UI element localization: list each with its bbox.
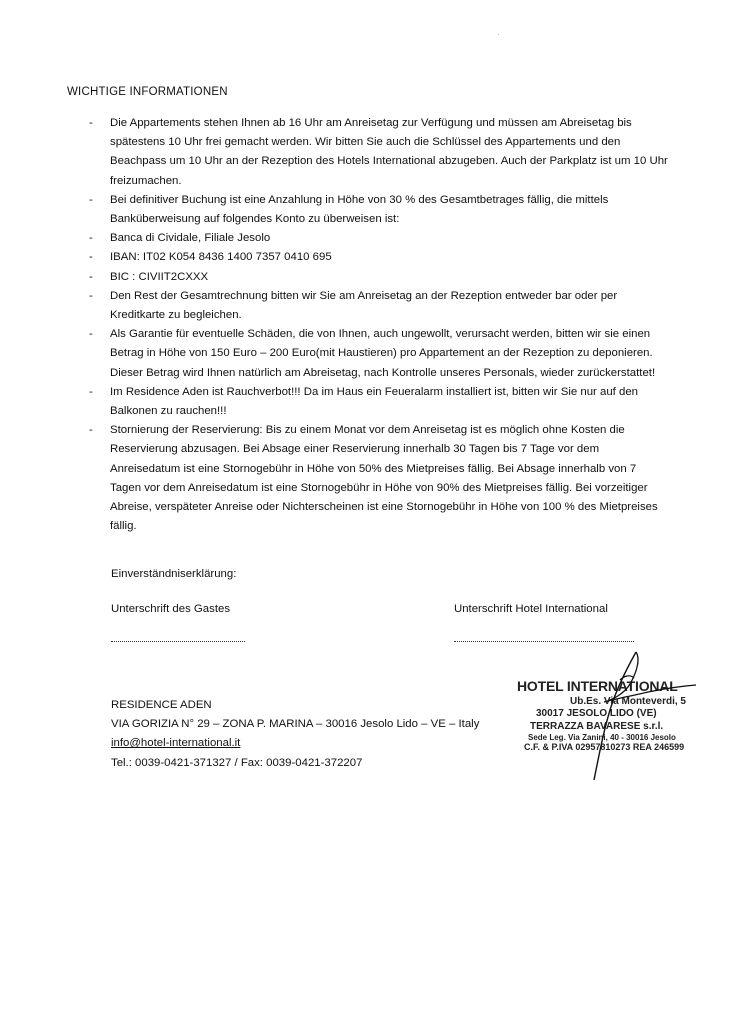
stamp-line: C.F. & P.IVA 02957810273 REA 246599 — [524, 742, 685, 752]
information-list — [89, 114, 669, 536]
item-text-checkin: Die Appartements stehen Ihnen ab 16 Uhr am Anreisetag zur Verfügung und müssen am Abreisetag bis spätestens 10 Uhr frei gemacht werden. Wir bitten Sie auch die Schlüssel des Appartements und den Beachpass um 10 Uhr an der Rezeption des Hotels International abzugeben. Auch der Parkplatz ist um 10 Uhr freizumachen. — [110, 117, 668, 187]
stamp-line: TERRAZZA BAVARESE s.r.l. — [530, 721, 664, 732]
email-link[interactable]: info@hotel-international.it — [111, 737, 241, 750]
page-heading: WICHTIGE INFORMATIONEN — [67, 86, 228, 98]
handwritten-signature — [508, 640, 708, 790]
bullet-dash: - — [89, 117, 93, 129]
list-item — [89, 325, 669, 383]
bullet-dash: - — [89, 193, 93, 206]
item-text-guarantee: Als Garantie für eventuelle Schäden, die von Ihnen, auch ungewollt, verursacht werden, bitten wir sie einen Betrag in Höhe von 150 Euro – 200 Euro(mit Haustieren) pro Appartement an der Rezeption zu deponieren. Dieser Betrag wird Ihnen natürlich am Abreisetag, nach Kontrolle unseres Personals, wieder zurückerstattet! — [110, 328, 656, 379]
list-item — [89, 229, 669, 248]
signature-guest-line — [111, 641, 245, 642]
stamp-title: HOTEL INTERNATIONAL — [517, 678, 678, 694]
bullet-dash: - — [89, 270, 93, 283]
hotel-stamp — [508, 640, 708, 790]
item-text-cancellation: Stornierung der Reservierung: Bis zu einem Monat vor dem Anreisetag ist es möglich ohne Kosten die Reservierung abzusagen. Bei Absage einer Reservierung innerhalb 30 Tagen bis 7 Tage vor dem Anreisedatum ist eine Stornogebühr in Höhe von 50% des Mietpreises fällig. Bei Absage innerhalb von 7 Tagen vor dem Anreisedatum ist eine Stornogebühr in Höhe von 90% des Mietpreises fällig. Bei vorzeitiger Abreise, verspäteter Anreise oder Nichterscheinen ist eine Stornogebühr in Höhe von 100 % des Mietpreises fällig. — [110, 424, 658, 533]
item-text-bank: Banca di Cividale, Filiale Jesolo — [110, 232, 271, 245]
list-item — [89, 114, 669, 191]
item-text-balance: Den Rest der Gesamtrechnung bitten wir Sie am Anreisetag an der Rezeption entweder bar oder per Kreditkarte zu begleichen. — [110, 289, 618, 322]
bullet-dash: - — [89, 385, 93, 398]
bullet-dash: - — [89, 251, 93, 264]
residence-street: VIA GORIZIA N° 29 – ZONA P. MARINA – 30016 Jesolo Lido – VE – Italy — [111, 718, 480, 731]
list-item — [89, 421, 669, 536]
signature-guest-label: Unterschrift des Gastes — [111, 603, 231, 615]
list-item — [89, 287, 669, 325]
residence-name: RESIDENCE ADEN — [111, 699, 212, 711]
item-text-iban: IBAN: IT02 K054 8436 1400 7357 0410 695 — [110, 251, 332, 264]
consent-label: Einverständniserklärung: — [111, 568, 237, 580]
bullet-dash: - — [89, 232, 93, 245]
list-item — [89, 383, 669, 421]
list-item — [89, 248, 669, 267]
contact-phone: Tel.: 0039-0421-371327 / Fax: 0039-0421-372207 — [111, 756, 363, 769]
list-item — [89, 191, 669, 229]
list-item — [89, 268, 669, 287]
item-text-deposit: Bei definitiver Buchung ist eine Anzahlung in Höhe von 30 % des Gesamtbetrages fällig, die mittels Banküberweisung auf folgendes Konto zu überweisen ist: — [110, 193, 609, 226]
item-text-smoking: Im Residence Aden ist Rauchverbot!!! Da im Haus ein Feueralarm installiert ist, bitten wir Sie nur auf den Balkonen zu rauchen!!! — [110, 385, 639, 418]
bullet-dash: - — [89, 328, 93, 341]
scan-speck: · — [497, 30, 500, 39]
stamp-line: Sede Leg. Via Zanini, 40 - 30016 Jesolo — [528, 733, 676, 742]
bullet-dash: - — [89, 289, 93, 302]
signature-hotel-label: Unterschrift Hotel International — [454, 603, 608, 615]
stamp-line: Ub.Es. Via Monteverdi, 5 — [570, 696, 686, 707]
bullet-dash: - — [89, 424, 93, 437]
stamp-line: 30017 JESOLO LIDO (VE) — [536, 708, 657, 719]
item-text-bic: BIC : CIVIIT2CXXX — [110, 270, 209, 283]
address-block — [111, 696, 479, 773]
